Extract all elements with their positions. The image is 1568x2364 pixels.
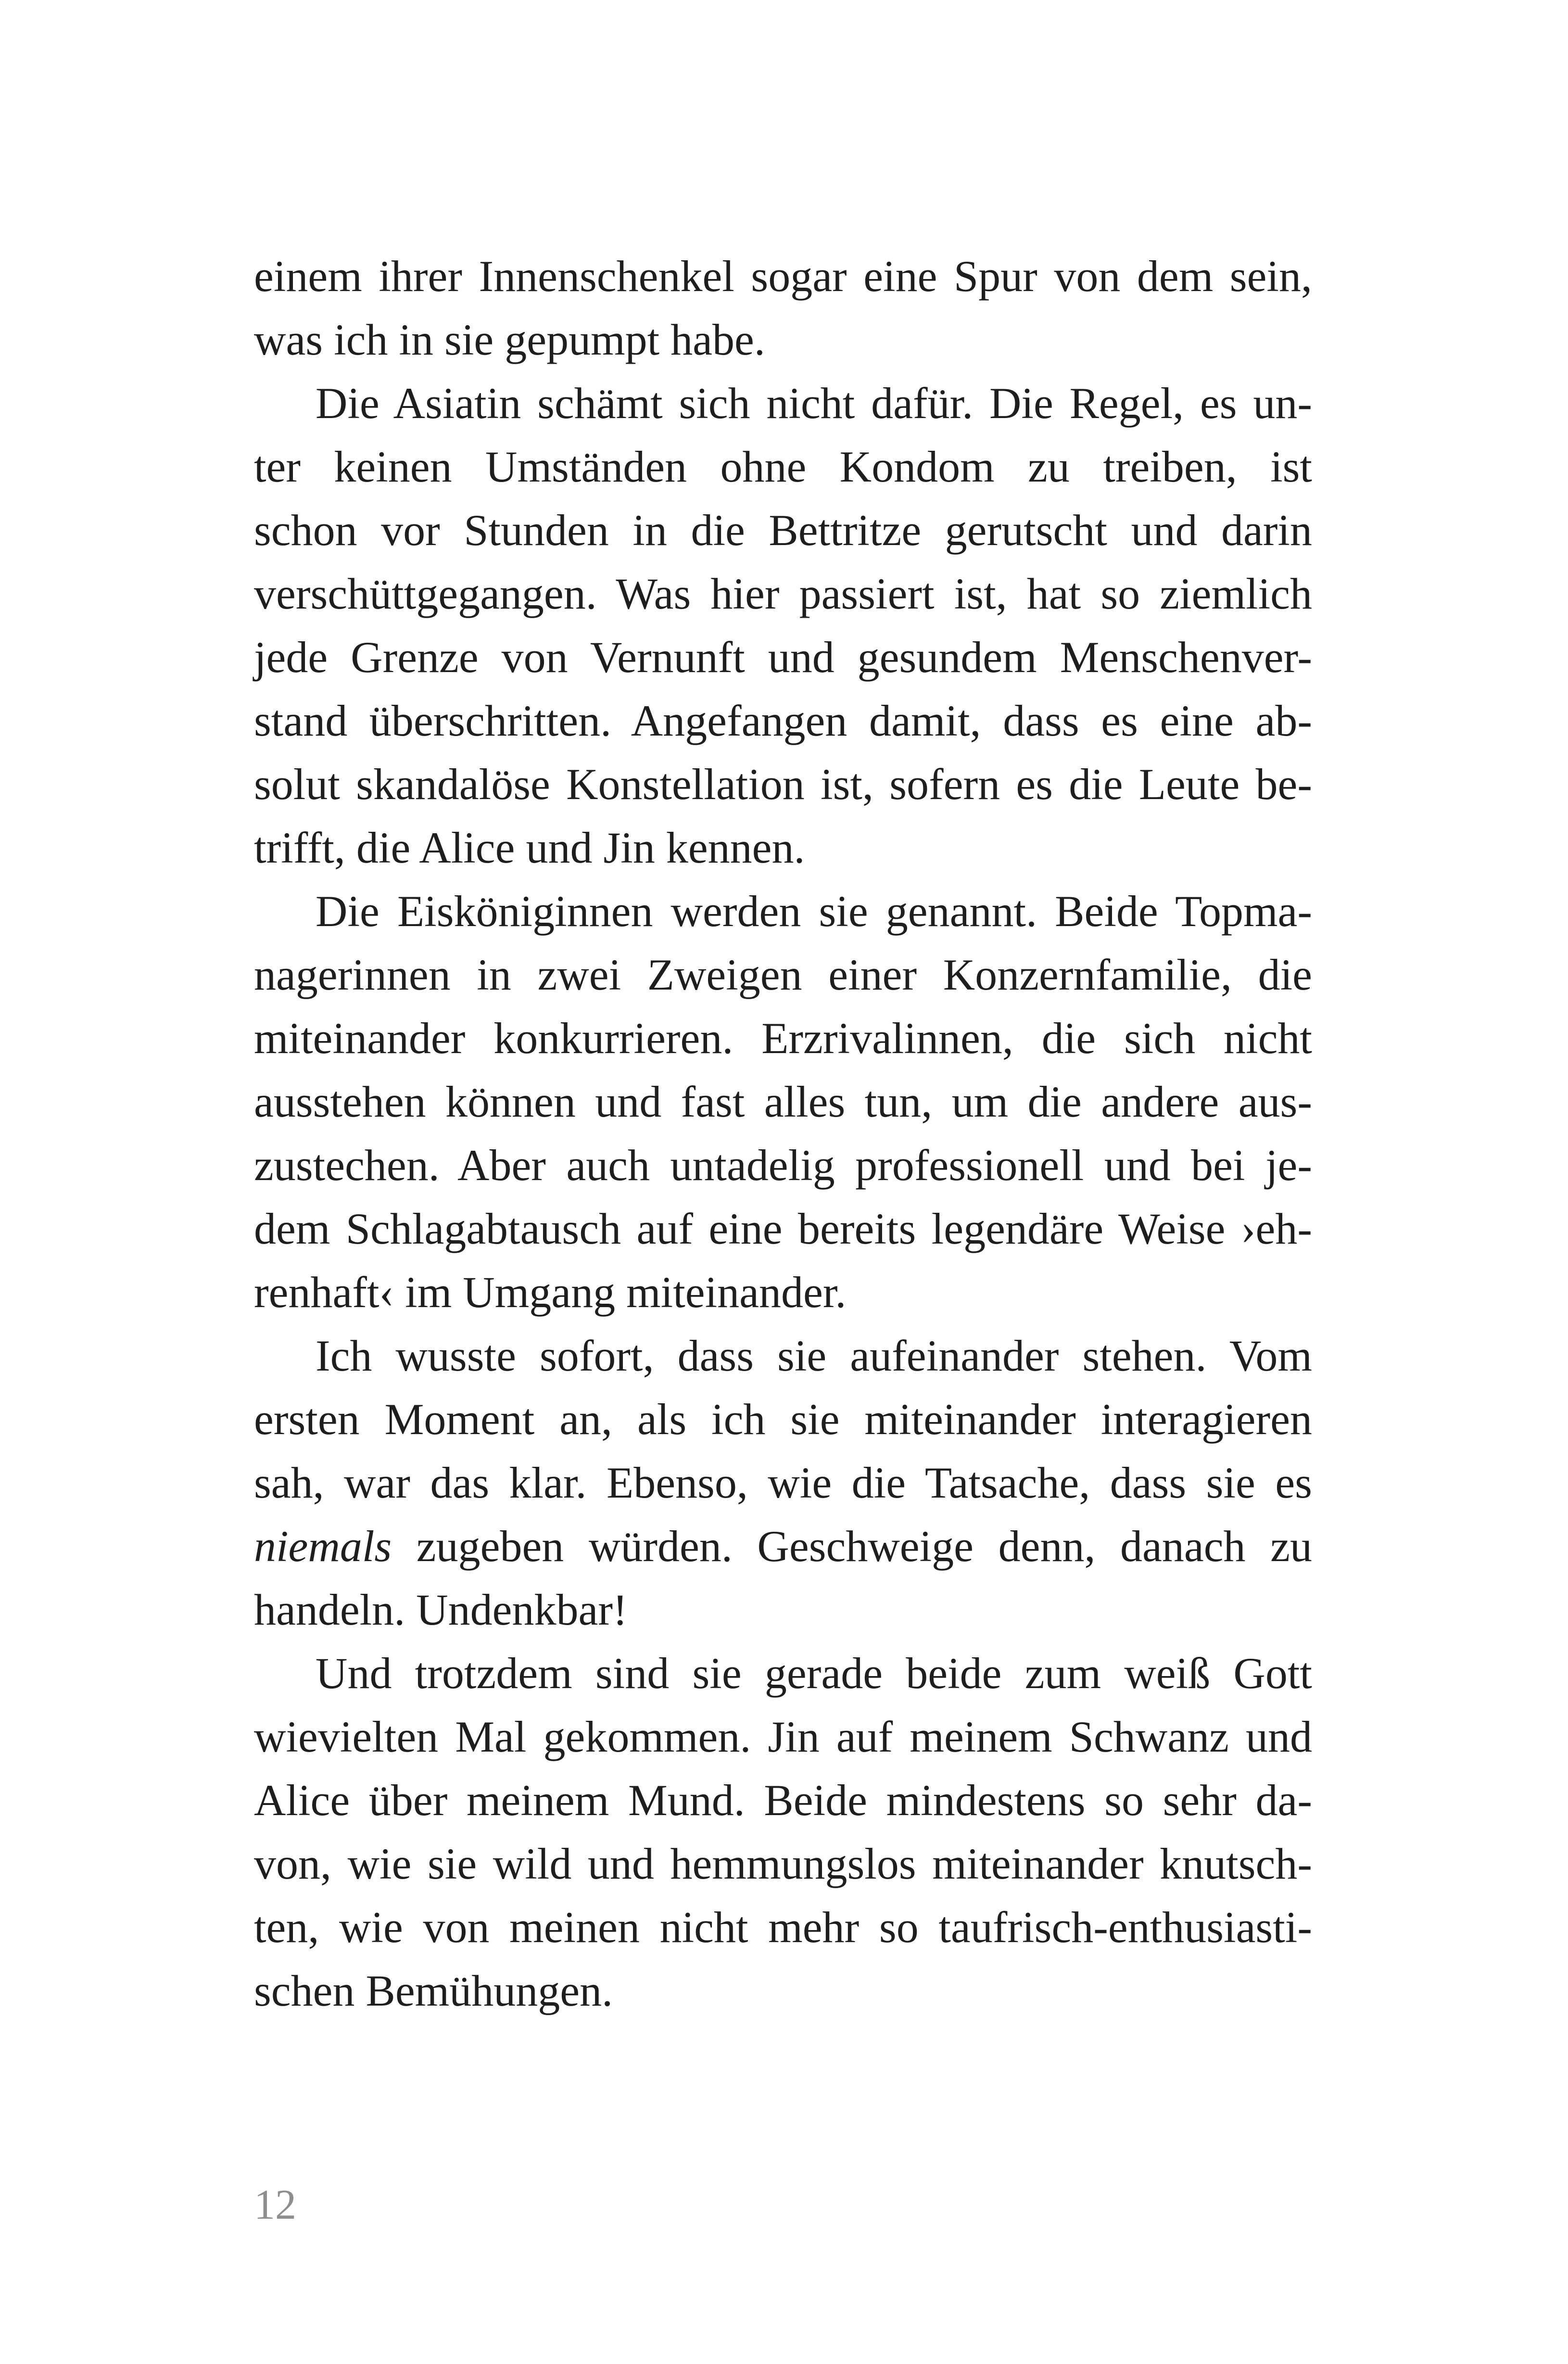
- text-line: Die Asiatin schämt sich nicht dafür. Die Regel, es un-: [316, 379, 1312, 428]
- text-line: ten, wie von meinen nicht mehr so taufrisch-enthusiasti-: [254, 1903, 1312, 1952]
- text-line: jede Grenze von Vernunft und gesundem Menschenver-: [254, 633, 1312, 682]
- text-line: wievielten Mal gekommen. Jin auf meinem Schwanz und: [254, 1712, 1312, 1761]
- text-line: sah, war das klar. Ebenso, wie die Tatsache, dass sie es: [254, 1458, 1312, 1507]
- text-line: stand überschritten. Angefangen damit, dass es eine ab-: [254, 696, 1312, 745]
- text-line: schen Bemühungen.: [254, 1966, 613, 2015]
- paragraph: [254, 244, 1312, 371]
- page-number: 12: [254, 2182, 296, 2228]
- text-line: solut skandalöse Konstellation ist, sofern es die Leute be-: [254, 760, 1312, 809]
- text-line: trifft, die Alice und Jin kennen.: [254, 823, 805, 872]
- emphasis-text: niemals: [254, 1522, 392, 1571]
- text-line: ersten Moment an, als ich sie miteinander interagieren: [254, 1395, 1312, 1444]
- text-line: ter keinen Umständen ohne Kondom zu treiben, ist: [254, 442, 1312, 491]
- text-line: von, wie sie wild und hemmungslos miteinander knutsch-: [254, 1839, 1312, 1888]
- text-line: schon vor Stunden in die Bettritze gerutscht und darin: [254, 506, 1312, 555]
- text-line: dem Schlagabtausch auf eine bereits legendäre Weise ›eh-: [254, 1204, 1312, 1253]
- text-line: Die Eisköniginnen werden sie genannt. Beide Topma-: [316, 887, 1312, 936]
- text-line: Ich wusste sofort, dass sie aufeinander stehen. Vom: [316, 1331, 1312, 1380]
- text-line: nagerinnen in zwei Zweigen einer Konzernfamilie, die: [254, 950, 1312, 999]
- text-line: renhaft‹ im Umgang miteinander.: [254, 1268, 847, 1317]
- text-line: [254, 1514, 1312, 1578]
- paragraph: [254, 371, 1312, 879]
- text-line: verschüttgegangen. Was hier passiert ist, hat so ziemlich: [254, 569, 1312, 618]
- paragraph: [254, 879, 1312, 1324]
- text-run: zugeben würden. Geschweige denn, danach zu: [392, 1522, 1312, 1571]
- body-text: [254, 244, 1312, 2022]
- paragraph: [254, 1324, 1312, 1641]
- text-line: was ich in sie gepumpt habe.: [254, 315, 765, 364]
- text-line: Alice über meinem Mund. Beide mindestens so sehr da-: [254, 1776, 1312, 1825]
- text-line: miteinander konkurrieren. Erzrivalinnen, die sich nicht: [254, 1014, 1312, 1063]
- text-line: Und trotzdem sind sie gerade beide zum weiß Gott: [316, 1649, 1312, 1698]
- text-line: zustechen. Aber auch untadelig professionell und bei je-: [254, 1141, 1312, 1190]
- text-line: handeln. Undenkbar!: [254, 1585, 628, 1634]
- text-line: einem ihrer Innenschenkel sogar eine Spur von dem sein,: [254, 252, 1312, 301]
- paragraph: [254, 1641, 1312, 2022]
- text-line: ausstehen können und fast alles tun, um die andere aus-: [254, 1077, 1312, 1126]
